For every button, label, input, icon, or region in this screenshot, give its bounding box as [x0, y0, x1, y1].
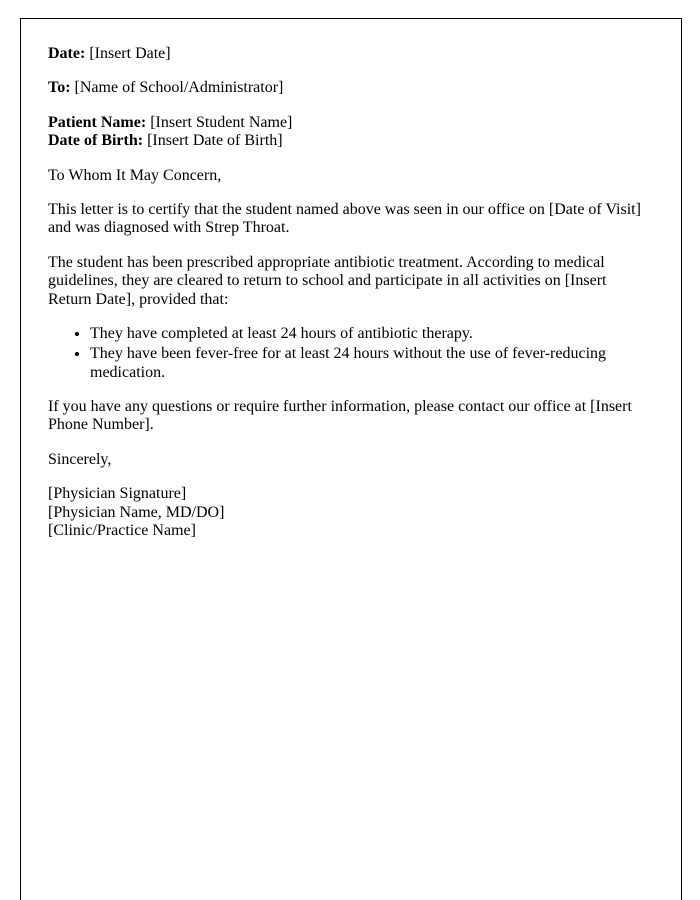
- patient-info-block: [48, 114, 653, 151]
- patient-name-value: [Insert Student Name]: [150, 113, 293, 131]
- body-paragraph-2: The student has been prescribed appropriate antibiotic treatment. According to medical guidelines, they are cleared to return to school and participate in all activities on [Insert Return Date], provided that:: [48, 253, 607, 308]
- conditions-list: [48, 325, 653, 382]
- to-value: [Name of School/Administrator]: [74, 79, 284, 97]
- to-label: To:: [48, 79, 71, 97]
- list-item: • They have been fever-free for at least 24 hours without the use of fever-reducing medication.: [90, 345, 653, 382]
- patient-name-label: Patient Name:: [48, 113, 147, 131]
- signature-line: [Clinic/Practice Name]: [48, 522, 196, 540]
- dob-label: Date of Birth:: [48, 132, 144, 150]
- signature-block: [48, 485, 653, 540]
- signature-line: [Physician Signature]: [48, 485, 187, 503]
- body-paragraph-1: This letter is to certify that the student named above was seen in our office on [Date of Visit] and was diagnosed with Strep Throat.: [48, 200, 641, 237]
- salutation: To Whom It May Concern,: [48, 166, 222, 184]
- to-line: [48, 79, 653, 97]
- date-value: [Insert Date]: [89, 45, 171, 62]
- date-label: Date:: [48, 45, 86, 62]
- date-line: [48, 45, 653, 63]
- letter-document: [20, 18, 682, 900]
- body-paragraph-3: If you have any questions or require further information, please contact our office at [Insert Phone Number].: [48, 398, 632, 434]
- dob-value: [Insert Date of Birth]: [147, 132, 283, 150]
- closing: Sincerely,: [48, 450, 112, 468]
- signature-line: [Physician Name, MD/DO]: [48, 503, 225, 521]
- list-item: • They have completed at least 24 hours of antibiotic therapy.: [90, 325, 653, 343]
